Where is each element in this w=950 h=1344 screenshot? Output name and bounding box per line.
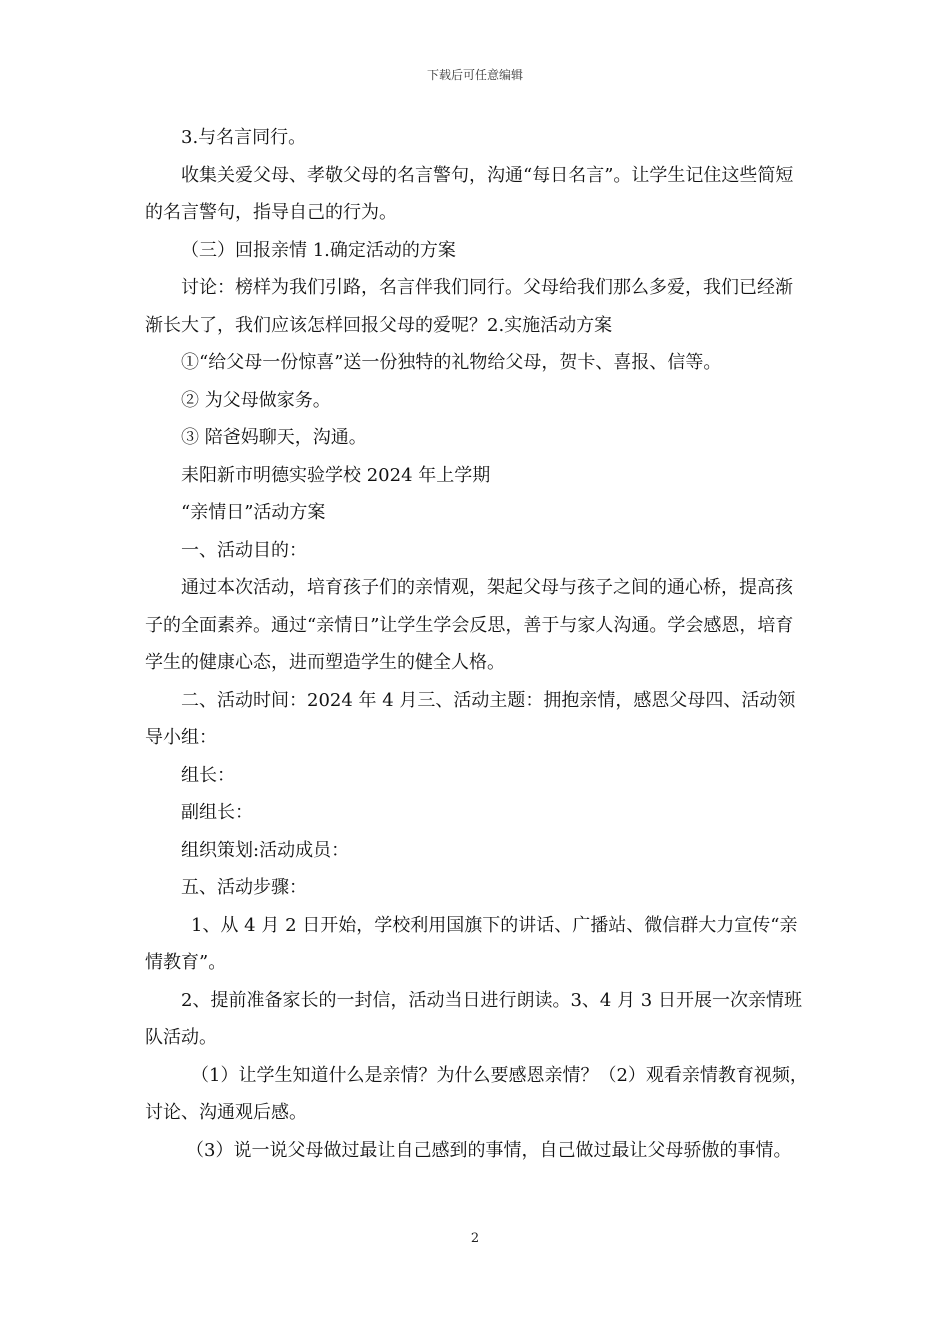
paragraph: 五、活动步骤： [181,877,307,898]
paragraph: ② 为父母做家务。 [181,389,331,411]
document-body [145,119,810,1169]
paragraph: 耒阳新市明德实验学校 2024 年上学期 [181,464,491,486]
paragraph: 副组长： [181,802,253,823]
paragraph: （1）让学生知道什么是亲情？为什么要感恩亲情？（2）观看亲情教育视频，讨论、沟通观后感。 [145,1064,808,1123]
page-number: 2 [470,1231,480,1246]
paragraph: 组织策划:活动成员： [181,839,350,861]
paragraph: （三）回报亲情 1.确定活动的方案 [181,239,456,261]
paragraph: 收集关爱父母、孝敬父母的名言警句，沟通“每日名言”。让学生记住这些简短的名言警句，指导自己的行为。 [145,164,794,223]
paragraph: （3）说一说父母做过最让自己感到的事情，自己做过最让父母骄傲的事情。 [186,1139,792,1161]
paragraph: 1、从 4 月 2 日开始，学校利用国旗下的讲话、广播站、微信群大力宣传“亲情教育”。 [145,914,798,973]
paragraph: 组长： [181,764,235,786]
page-header: 下载后可任意编辑 [426,68,523,82]
paragraph: 通过本次活动，培育孩子们的亲情观，架起父母与孩子之间的通心桥，提高孩子的全面素养。通过“亲情日”让学生学会反思，善于与家人沟通。学会感恩，培育学生的健康心态，进而塑造学生的健全人格。 [145,577,794,673]
paragraph: “亲情日”活动方案 [181,502,326,523]
paragraph: 二、活动时间：2024 年 4 月三、活动主题：拥抱亲情，感恩父母四、活动领导小组： [145,689,796,748]
paragraph: 2、提前准备家长的一封信，活动当日进行朗读。3、4 月 3 日开展一次亲情班队活动。 [145,989,802,1048]
paragraph: 讨论：榜样为我们引路，名言伴我们同行。父母给我们那么多爱，我们已经渐渐长大了，我们应该怎样回报父母的爱呢？2.实施活动方案 [145,277,793,336]
paragraph: 一、活动目的： [181,539,307,561]
paragraph: 3.与名言同行。 [181,127,307,148]
paragraph: ①“给父母一份惊喜”送一份独特的礼物给父母，贺卡、喜报、信等。 [181,352,722,373]
paragraph: ③ 陪爸妈聊天，沟通。 [181,427,367,448]
